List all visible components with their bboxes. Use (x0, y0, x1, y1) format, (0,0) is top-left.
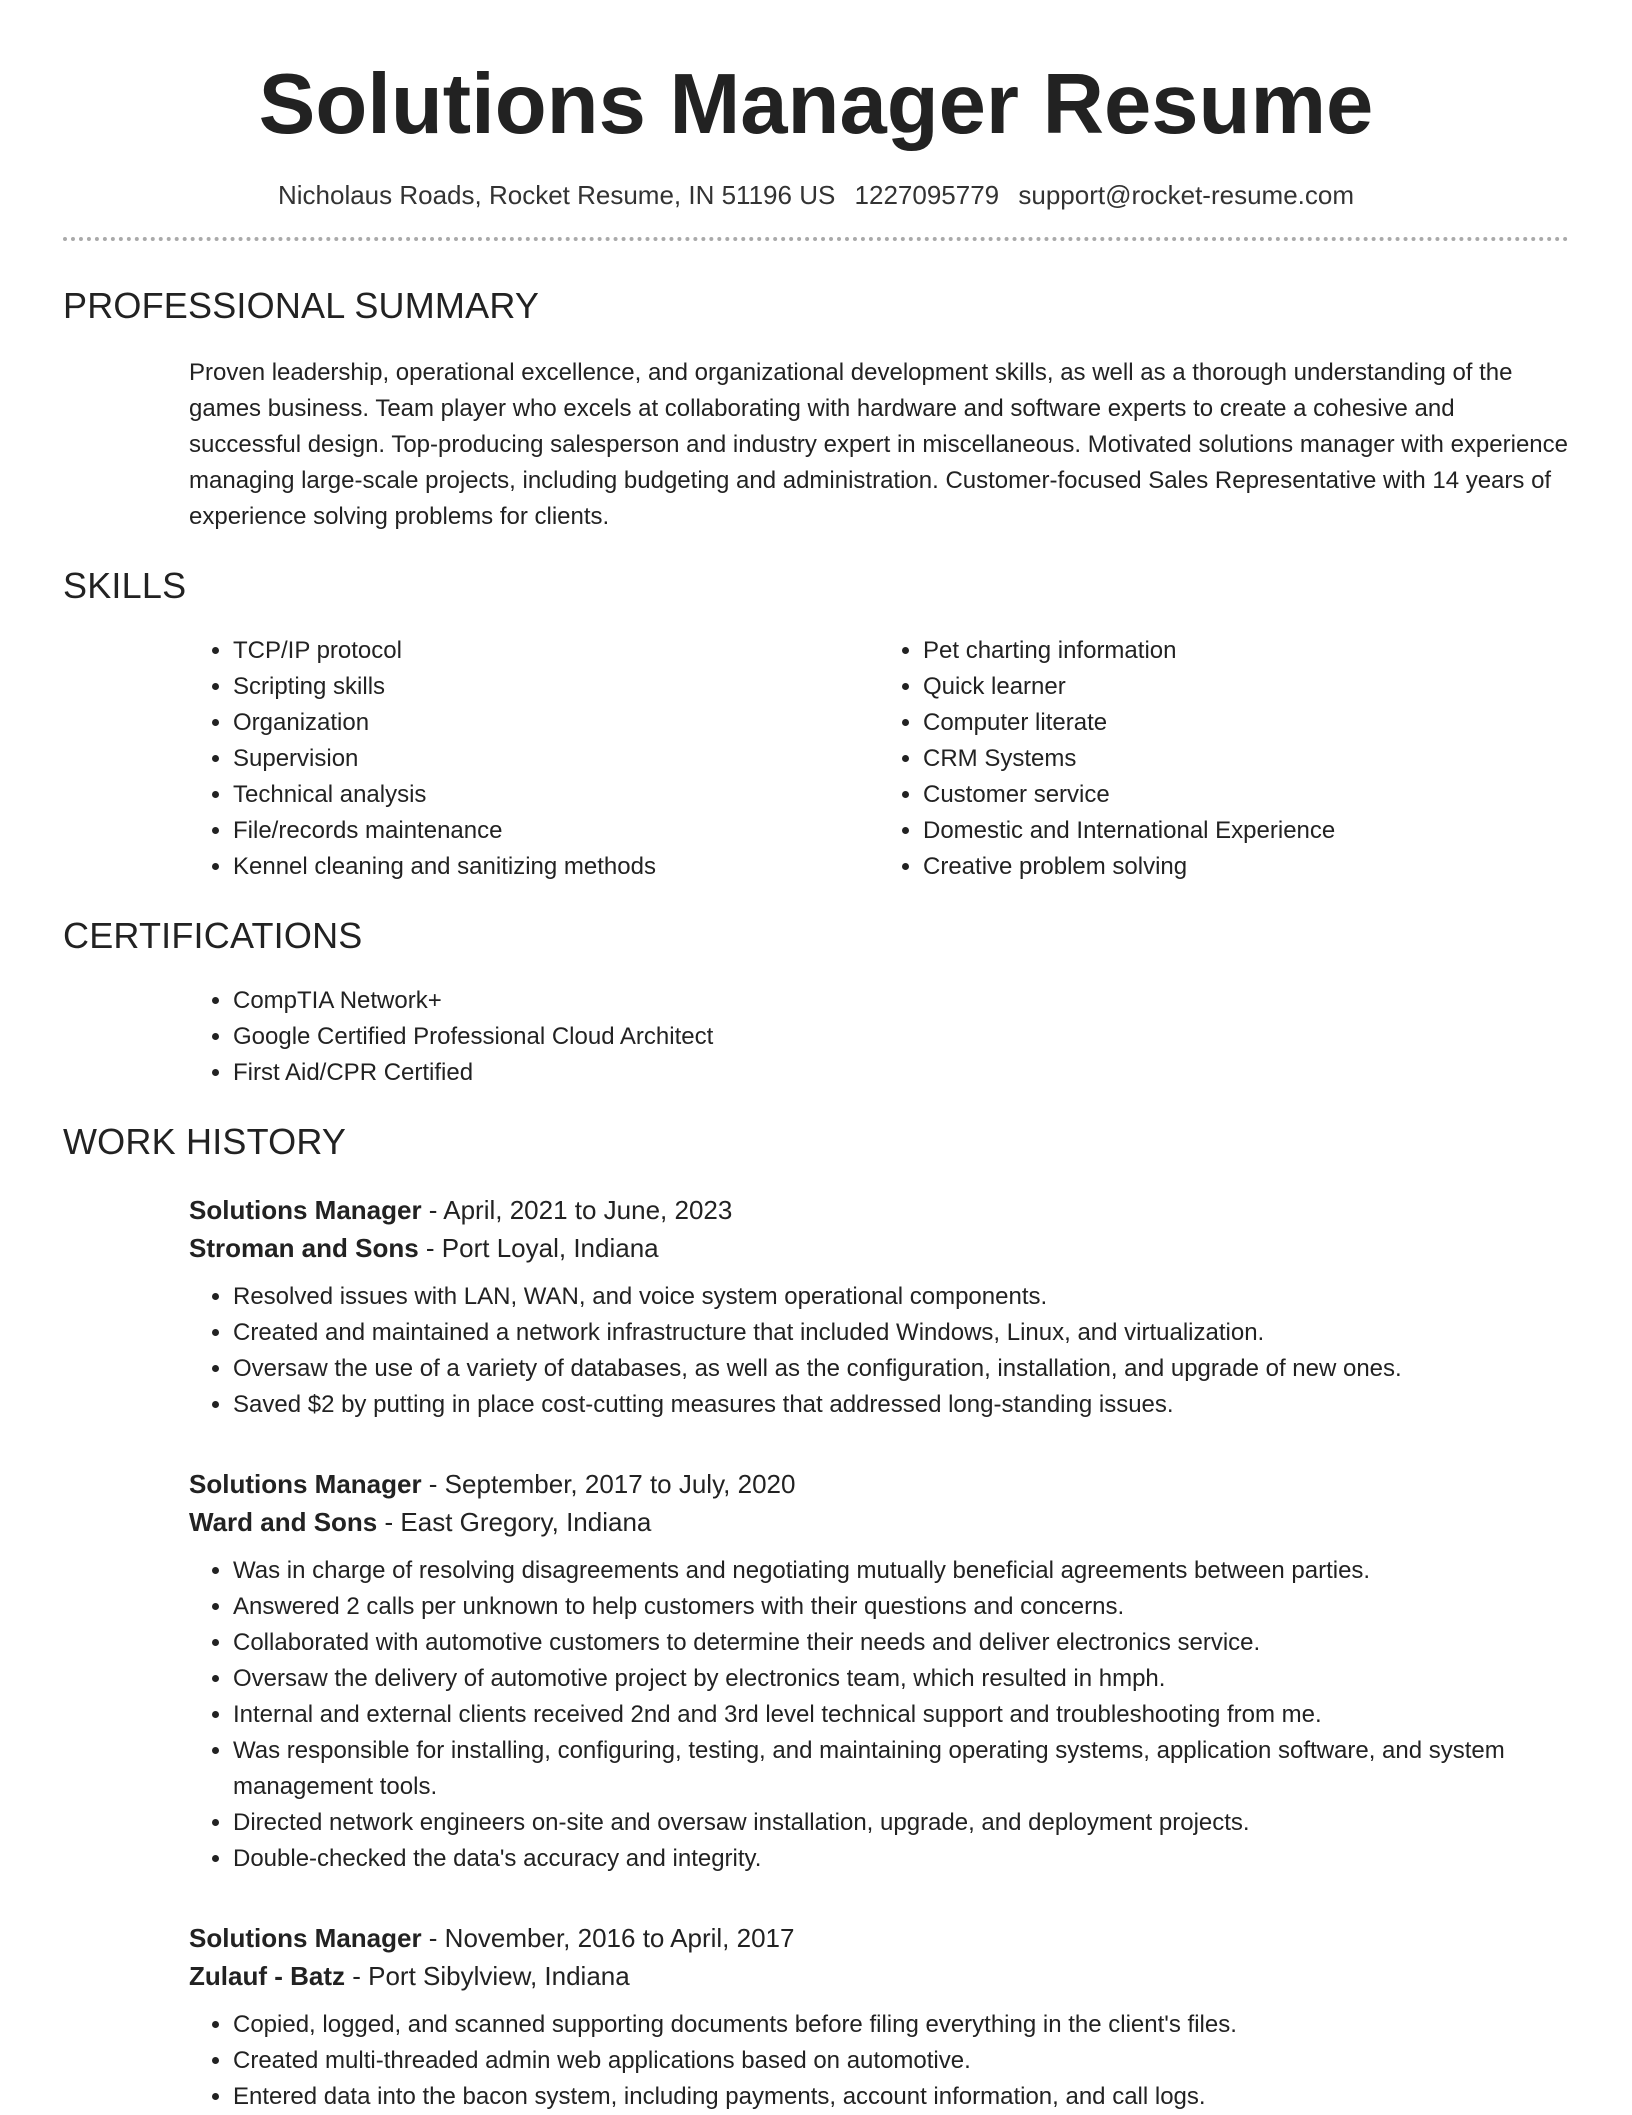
work-heading: WORK HISTORY (63, 1121, 347, 1162)
job-bullet: • Copied, logged, and scanned supporting documents before filing everything in the client's files. (233, 2007, 1569, 2043)
certification-item: • Google Certified Professional Cloud Architect (233, 1019, 1569, 1055)
summary-heading: PROFESSIONAL SUMMARY (63, 285, 540, 326)
skills-columns (189, 633, 1569, 885)
skill-item: • Technical analysis (233, 777, 879, 813)
skills-heading: SKILLS (63, 565, 187, 606)
skill-item: • Supervision (233, 741, 879, 777)
job-bullets (189, 1553, 1569, 1877)
skill-item: • Customer service (923, 777, 1569, 813)
work-section (63, 1121, 1569, 2115)
certifications-section (63, 915, 1569, 1091)
summary-text: Proven leadership, operational excellence, and organizational development skills, as well as a thorough understanding of the games business. Team player who excels at collaborating with hardware and software experts to create a cohesive and successful design. Top-producing salesperson and industry expert in miscellaneous. Motivated solutions manager with experience managing large-scale projects, including budgeting and administration. Customer-focused Sales Representative with 14 years of experience solving problems for clients. (189, 359, 1568, 530)
job-company-line (189, 1229, 1569, 1267)
contact-phone: 1227095779 (854, 180, 1000, 210)
job-title: Solutions Manager (189, 1923, 422, 1953)
job-bullet: • Oversaw the delivery of automotive project by electronics team, which resulted in hmph. (233, 1661, 1569, 1697)
job-title-line (189, 1191, 1569, 1229)
job-bullet: • Was in charge of resolving disagreements and negotiating mutually beneficial agreements between parties. (233, 1553, 1569, 1589)
skill-item: • Creative problem solving (923, 849, 1569, 885)
job-title: Solutions Manager (189, 1195, 422, 1225)
job-dates: - April, 2021 to June, 2023 (421, 1195, 733, 1225)
job-bullets (189, 2007, 1569, 2115)
contact-line (63, 180, 1569, 211)
skill-item: • Computer literate (923, 705, 1569, 741)
contact-address: Nicholaus Roads, Rocket Resume, IN 51196 US (277, 180, 836, 210)
job-location: - Port Sibylview, Indiana (345, 1961, 630, 1991)
skill-item: • Kennel cleaning and sanitizing methods (233, 849, 879, 885)
job-company: Stroman and Sons (189, 1233, 419, 1263)
skill-item: • TCP/IP protocol (233, 633, 879, 669)
job-bullet: • Internal and external clients received 2nd and 3rd level technical support and troubleshooting from me. (233, 1697, 1569, 1733)
job-location: - East Gregory, Indiana (377, 1507, 652, 1537)
job-bullet: • Double-checked the data's accuracy and integrity. (233, 1841, 1569, 1877)
skill-item: • CRM Systems (923, 741, 1569, 777)
job-dates: - September, 2017 to July, 2020 (421, 1469, 796, 1499)
job-bullet: • Created multi-threaded admin web applications based on automotive. (233, 2043, 1569, 2079)
job-bullet: • Oversaw the use of a variety of databases, as well as the configuration, installation, and upgrade of new ones. (233, 1351, 1569, 1387)
certifications-body (189, 983, 1569, 1091)
skills-section (63, 565, 1569, 885)
job-company: Zulauf - Batz (189, 1961, 345, 1991)
skills-list-right (879, 633, 1569, 885)
job-entry (189, 1919, 1569, 2115)
certifications-list (189, 983, 1569, 1091)
certification-item: • First Aid/CPR Certified (233, 1055, 1569, 1091)
skill-item: • Quick learner (923, 669, 1569, 705)
skills-list-left (189, 633, 879, 885)
work-body (189, 1191, 1569, 2115)
job-title: Solutions Manager (189, 1469, 422, 1499)
contact-email: support@rocket-resume.com (1018, 180, 1355, 210)
job-title-line (189, 1919, 1569, 1957)
job-dates: - November, 2016 to April, 2017 (421, 1923, 795, 1953)
skill-item: • Scripting skills (233, 669, 879, 705)
job-bullet: • Was responsible for installing, configuring, testing, and maintaining operating systems, application software, and system management tools. (233, 1733, 1569, 1805)
skill-item: • Pet charting information (923, 633, 1569, 669)
job-company-line (189, 1957, 1569, 1995)
skill-item: • Organization (233, 705, 879, 741)
skill-item: • File/records maintenance (233, 813, 879, 849)
summary-section (63, 285, 1569, 535)
job-bullet: • Collaborated with automotive customers to determine their needs and deliver electronics service. (233, 1625, 1569, 1661)
job-title-line (189, 1465, 1569, 1503)
page-title: Solutions Manager Resume (258, 57, 1374, 152)
job-bullet: • Resolved issues with LAN, WAN, and voice system operational components. (233, 1279, 1569, 1315)
job-company: Ward and Sons (189, 1507, 378, 1537)
job-company-line (189, 1503, 1569, 1541)
job-bullet: • Directed network engineers on-site and oversaw installation, upgrade, and deployment projects. (233, 1805, 1569, 1841)
job-bullet: • Answered 2 calls per unknown to help customers with their questions and concerns. (233, 1589, 1569, 1625)
job-bullet: • Entered data into the bacon system, including payments, account information, and call logs. (233, 2079, 1569, 2115)
job-entry (189, 1191, 1569, 1423)
job-location: - Port Loyal, Indiana (418, 1233, 659, 1263)
summary-body (189, 355, 1569, 535)
job-bullet: • Saved $2 by putting in place cost-cutting measures that addressed long-standing issues. (233, 1387, 1569, 1423)
job-entry (189, 1465, 1569, 1877)
job-bullets (189, 1279, 1569, 1423)
certifications-heading: CERTIFICATIONS (63, 915, 363, 956)
header-divider (63, 237, 1569, 241)
skill-item: • Domestic and International Experience (923, 813, 1569, 849)
certification-item: • CompTIA Network+ (233, 983, 1569, 1019)
job-bullet: • Created and maintained a network infrastructure that included Windows, Linux, and virtualization. (233, 1315, 1569, 1351)
